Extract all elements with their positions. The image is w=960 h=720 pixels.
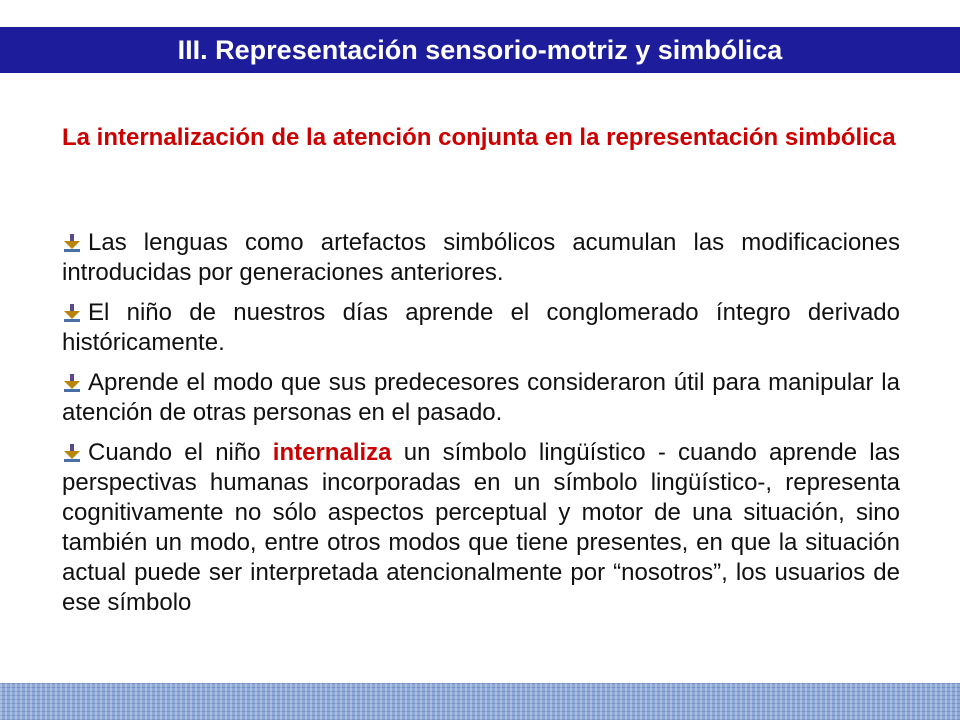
footer-band (0, 683, 960, 720)
arrow-down-bullet-icon (62, 370, 82, 388)
bullet-list (62, 228, 900, 628)
bullet-text-after: un símbolo lingüístico - cuando aprende las perspectivas humanas incorporadas en un símbolo lingüístico-, representa cognitivamente no sólo aspectos perceptual y motor de una situación, sino también un modo, entre otros modos que tiene presentes, en que la situación actual puede ser interpretada atencionalmente por “nosotros”, los usuarios de ese símbolo (62, 439, 900, 616)
slide-title: III. Representación sensorio-motriz y simbólica (177, 35, 783, 65)
arrow-down-bullet-icon (62, 440, 82, 458)
bullet-text-before: Cuando el niño (88, 439, 273, 466)
bullet-text: Las lenguas como artefactos simbólicos acumulan las modificaciones introducidas por generaciones anteriores. (62, 229, 900, 286)
bullet-text: El niño de nuestros días aprende el conglomerado íntegro derivado históricamente. (62, 299, 900, 356)
highlight-word: internaliza (272, 439, 392, 466)
bullet-item (62, 228, 900, 288)
arrow-down-bullet-icon (62, 230, 82, 248)
bullet-text: Aprende el modo que sus predecesores consideraron útil para manipular la atención de otras personas en el pasado. (62, 369, 900, 426)
bullet-item (62, 438, 900, 618)
bullet-item (62, 368, 900, 428)
bullet-item (62, 298, 900, 358)
slide-subtitle: La internalización de la atención conjunta en la representación simbólica (62, 124, 896, 151)
title-bar (0, 27, 960, 73)
arrow-down-bullet-icon (62, 300, 82, 318)
